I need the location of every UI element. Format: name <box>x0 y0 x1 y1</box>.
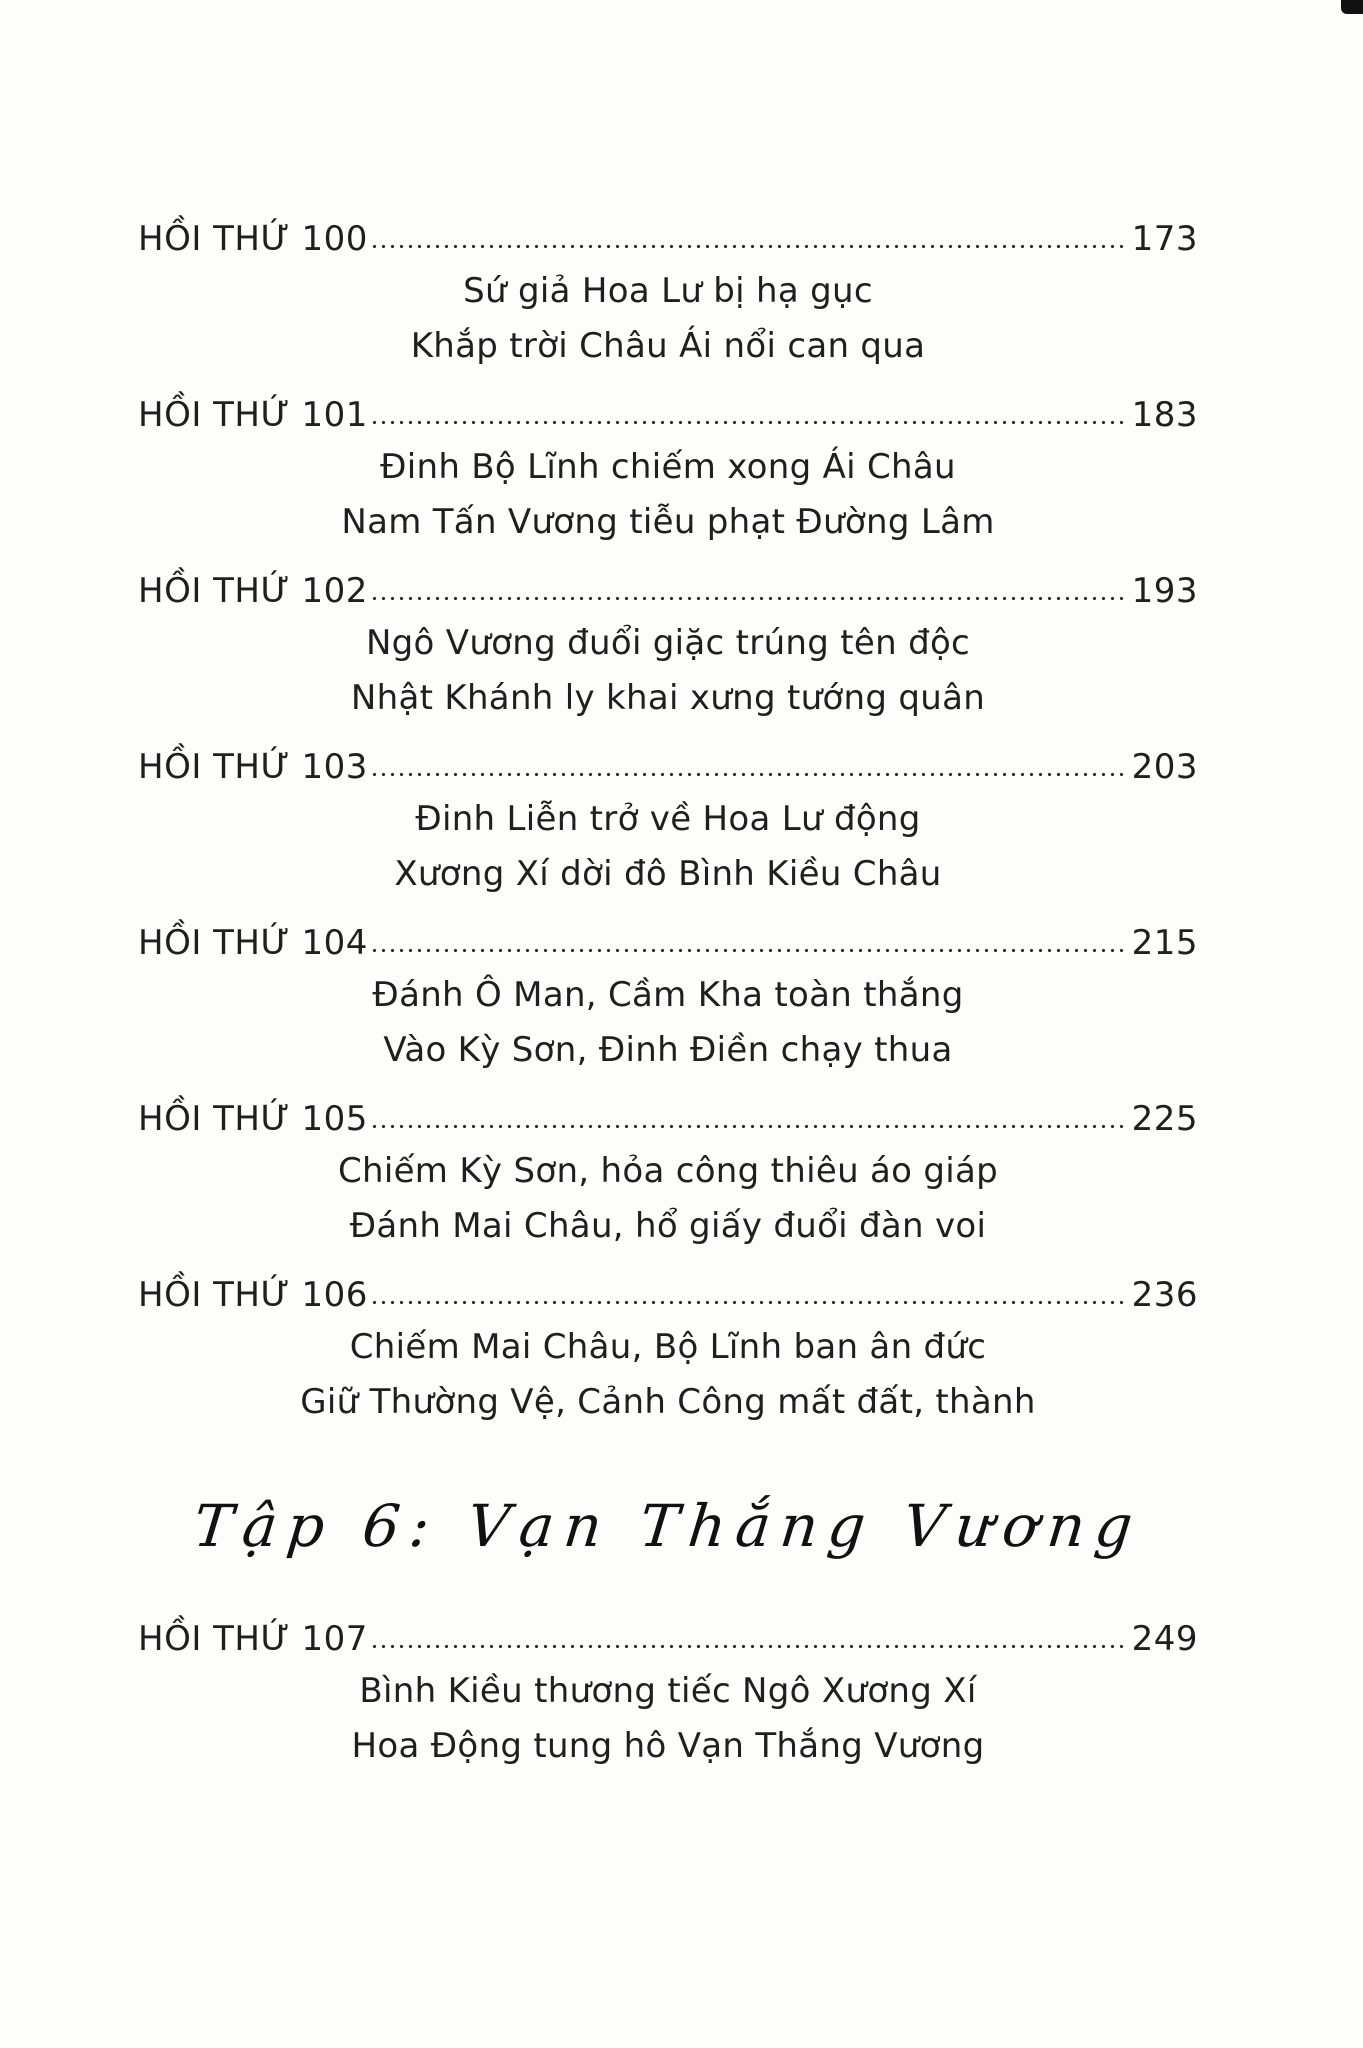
dot-leader <box>370 744 1128 784</box>
toc-entry <box>138 562 1198 738</box>
toc-entry <box>138 1266 1198 1442</box>
chapter-subtitle-line-1: Đinh Bộ Lĩnh chiếm xong Ái Châu <box>380 447 956 487</box>
chapter-subtitle-line-1: Đinh Liễn trở về Hoa Lư động <box>415 799 921 839</box>
chapter-subtitle-line-2: Khắp trời Châu Ái nổi can qua <box>410 326 926 366</box>
chapter-label: HỒI THỨ 105 <box>138 1099 368 1139</box>
chapter-subtitle-line-2: Nam Tấn Vương tiễu phạt Đường Lâm <box>341 502 995 542</box>
toc-heading-row <box>138 386 1198 438</box>
toc-entry <box>138 386 1198 562</box>
chapter-label: HỒI THỨ 103 <box>138 747 368 787</box>
dot-leader <box>370 1616 1128 1656</box>
toc-heading-row <box>138 1266 1198 1318</box>
page-corner-mark <box>1341 0 1363 14</box>
page-number: 183 <box>1131 395 1198 435</box>
toc-entry <box>138 210 1198 386</box>
chapter-subtitle-line-2: Xương Xí dời đô Bình Kiều Châu <box>394 854 942 894</box>
toc-entry <box>138 1090 1198 1266</box>
chapter-subtitle-line-2: Hoa Động tung hô Vạn Thắng Vương <box>351 1726 985 1766</box>
toc-heading-row <box>138 210 1198 262</box>
chapter-subtitle-line-1: Chiếm Mai Châu, Bộ Lĩnh ban ân đức <box>349 1327 987 1367</box>
chapter-label: HỒI THỨ 106 <box>138 1275 368 1315</box>
chapter-subtitle-line-1: Sứ giả Hoa Lư bị hạ gục <box>463 271 873 311</box>
page-number: 173 <box>1131 219 1198 259</box>
dot-leader <box>370 392 1128 432</box>
dot-leader <box>370 920 1128 960</box>
chapter-subtitle-line-2: Vào Kỳ Sơn, Đinh Điền chạy thua <box>383 1030 953 1070</box>
page-number: 193 <box>1131 571 1198 611</box>
dot-leader <box>370 216 1128 256</box>
chapter-subtitle-line-1: Đánh Ô Man, Cầm Kha toàn thắng <box>372 975 964 1015</box>
chapter-subtitle-line-1: Ngô Vương đuổi giặc trúng tên độc <box>365 623 971 663</box>
chapter-subtitle-line-2: Giữ Thường Vệ, Cảnh Công mất đất, thành <box>300 1382 1036 1422</box>
chapter-label: HỒI THỨ 100 <box>138 219 368 259</box>
toc-heading-row <box>138 1610 1198 1662</box>
toc-entry <box>138 1610 1198 1786</box>
chapter-subtitle-line-1: Chiếm Kỳ Sơn, hỏa công thiêu áo giáp <box>337 1151 999 1191</box>
toc-heading-row <box>138 914 1198 966</box>
table-of-contents <box>138 210 1198 1786</box>
page-number: 236 <box>1131 1275 1198 1315</box>
toc-entry <box>138 738 1198 914</box>
page-number: 203 <box>1131 747 1198 787</box>
toc-heading-row <box>138 562 1198 614</box>
chapter-label: HỒI THỨ 102 <box>138 571 368 611</box>
chapter-label: HỒI THỨ 107 <box>138 1619 368 1659</box>
chapter-subtitle-line-2: Nhật Khánh ly khai xưng tướng quân <box>350 678 986 718</box>
page-number: 225 <box>1131 1099 1198 1139</box>
dot-leader <box>370 1096 1128 1136</box>
page-number: 215 <box>1131 923 1198 963</box>
chapter-label: HỒI THỨ 101 <box>138 395 368 435</box>
page-number: 249 <box>1131 1619 1198 1659</box>
volume-title <box>138 1482 1198 1602</box>
volume-title-text: Tập 6: Vạn Thắng Vương <box>190 1492 1146 1560</box>
toc-entry <box>138 914 1198 1090</box>
toc-heading-row <box>138 738 1198 790</box>
toc-heading-row <box>138 1090 1198 1142</box>
chapter-subtitle-line-1: Bình Kiều thương tiếc Ngô Xương Xí <box>359 1671 977 1711</box>
dot-leader <box>370 1272 1128 1312</box>
dot-leader <box>370 568 1128 608</box>
chapter-label: HỒI THỨ 104 <box>138 923 368 963</box>
chapter-subtitle-line-2: Đánh Mai Châu, hổ giấy đuổi đàn voi <box>349 1206 987 1246</box>
